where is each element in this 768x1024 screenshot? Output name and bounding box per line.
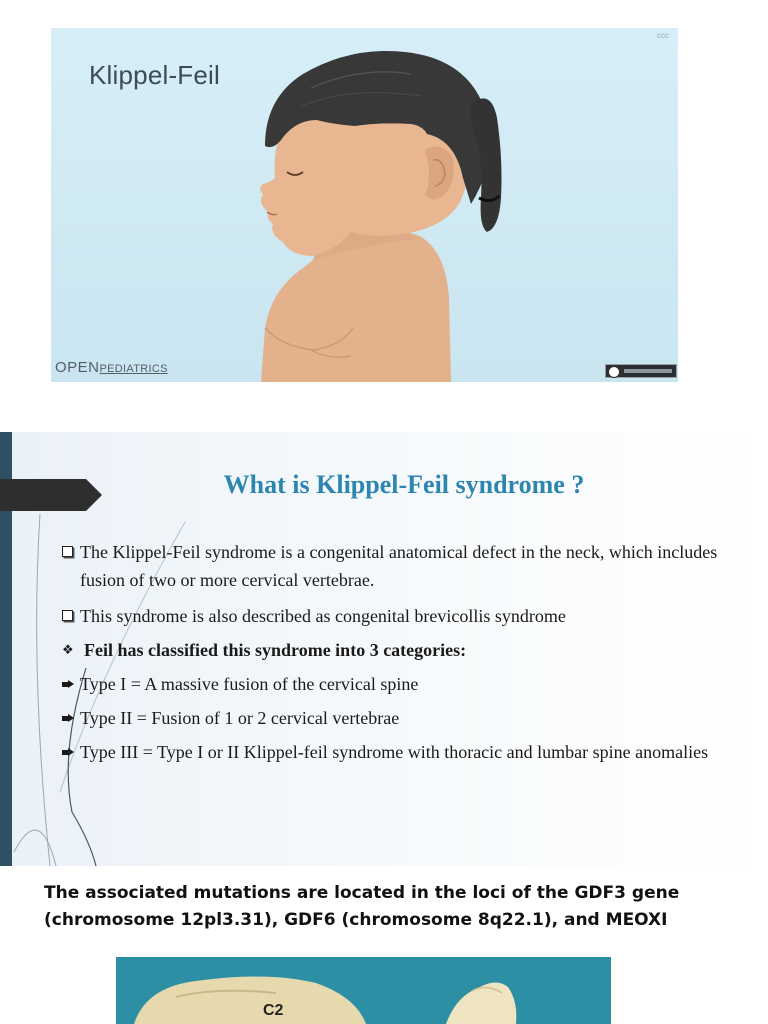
arrow-bullet-icon — [62, 715, 73, 722]
license-bar — [624, 369, 672, 373]
slide-heading: What is Klippel-Feil syndrome ? — [223, 470, 585, 499]
list-item — [62, 602, 752, 630]
cc-circle-icon — [608, 366, 620, 378]
definition-slide — [0, 432, 768, 866]
list-item — [62, 636, 752, 664]
list-item-text: Feil has classified this syndrome into 3 categories: — [84, 640, 467, 660]
arrow-bullet-icon — [62, 749, 73, 756]
list-item-text: Type I = A massive fusion of the cervical spine — [80, 674, 419, 694]
list-item — [62, 538, 752, 594]
vertebrae-illustration — [116, 957, 611, 1024]
brand-part-2: PEDIATRICS — [99, 363, 168, 375]
diamond-bullet-icon: ❖ — [62, 642, 74, 657]
illustration-slide — [51, 28, 678, 382]
arrow-bullet-icon — [62, 681, 73, 688]
definition-list — [62, 538, 752, 766]
checkbox-bullet-icon — [62, 546, 73, 557]
checkbox-bullet-icon — [62, 610, 73, 621]
openpediatrics-logo — [55, 359, 168, 376]
illustration-title: Klippel-Feil — [89, 60, 221, 90]
list-item — [62, 738, 752, 766]
list-item-text: This syndrome is also described as congenital brevicollis syndrome — [80, 606, 566, 626]
list-item-text: The Klippel-Feil syndrome is a congenital anatomical defect in the neck, which includes fusion of two or more cervical vertebrae. — [80, 542, 718, 590]
mutation-caption: The associated mutations are located in the loci of the GDF3 gene (chromosome 12pl3.31), GDF6 (chromosome 8q22.1), and MEOXI — [44, 883, 680, 930]
list-item — [62, 704, 752, 732]
list-item-text: Type III = Type I or II Klippel-feil syndrome with thoracic and lumbar spine anomalies — [80, 742, 709, 762]
creative-commons-icon — [605, 364, 677, 378]
svg-text:ccc: ccc — [657, 31, 669, 40]
brand-part-1: OPEN — [55, 359, 100, 376]
list-item — [62, 670, 752, 698]
vertebrae-photo — [116, 957, 611, 1024]
list-item-text: Type II = Fusion of 1 or 2 cervical vertebrae — [80, 708, 400, 728]
vertebra-label: C2 — [263, 1002, 284, 1019]
